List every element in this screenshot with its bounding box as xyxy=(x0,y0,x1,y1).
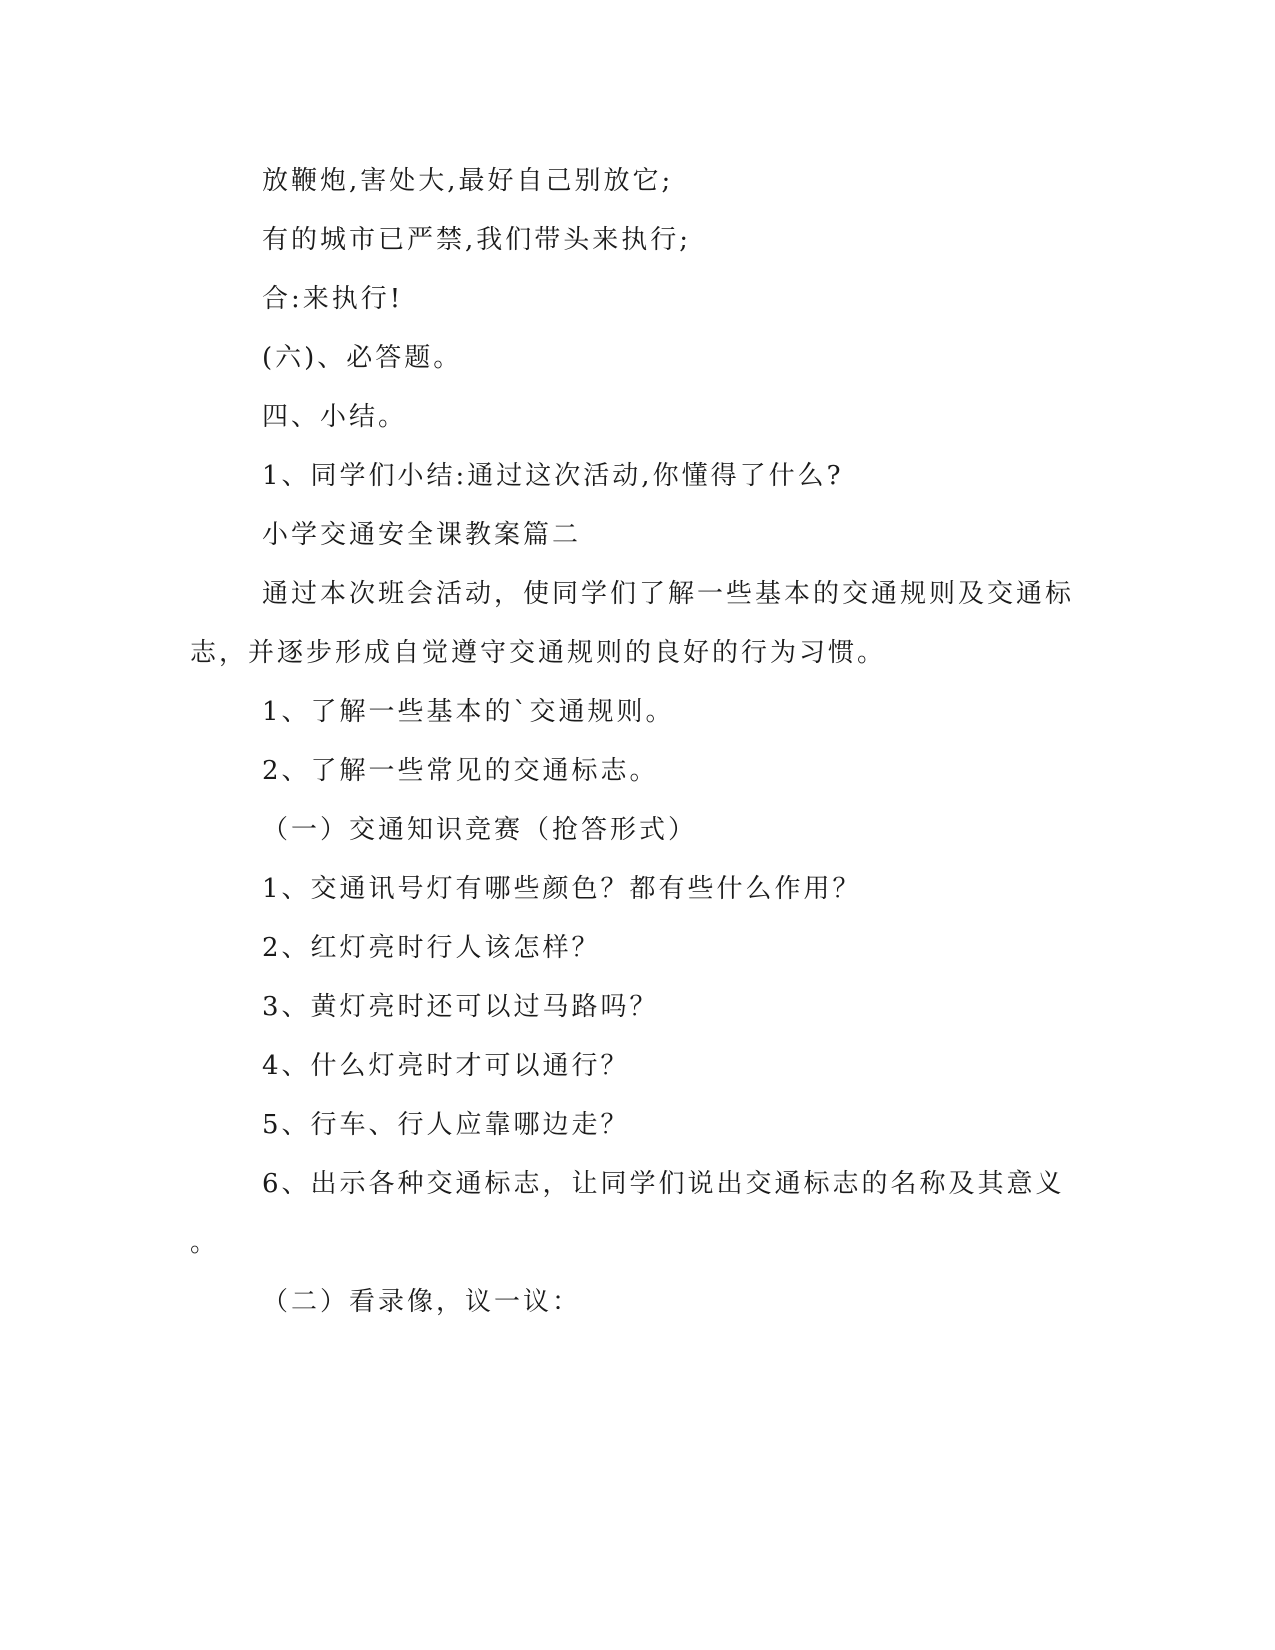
list-item: 2、了解一些常见的交通标志。 xyxy=(262,756,659,786)
list-item: 2、红灯亮时行人该怎样？ xyxy=(262,933,601,963)
section-heading: 四、小结。 xyxy=(262,402,408,432)
text-line: 有的城市已严禁,我们带头来执行; xyxy=(262,225,692,255)
paragraph-line: 志，并逐步形成自觉遵守交通规则的良好的行为习惯。 xyxy=(190,638,887,668)
list-item: 1、交通讯号灯有哪些颜色？都有些什么作用？ xyxy=(262,874,862,904)
text-line: 放鞭炮,害处大,最好自己别放它; xyxy=(262,166,674,196)
list-item: 3、黄灯亮时还可以过马路吗？ xyxy=(262,992,659,1022)
list-item: 5、行车、行人应靠哪边走？ xyxy=(262,1110,630,1140)
text-line: 合:来执行! xyxy=(262,284,404,314)
document-subtitle: 小学交通安全课教案篇二 xyxy=(262,520,582,550)
section-heading: (六)、必答题。 xyxy=(262,343,463,373)
section-heading: （二）看录像，议一议： xyxy=(262,1287,582,1317)
list-item: 4、什么灯亮时才可以通行？ xyxy=(262,1051,630,1081)
paragraph-line: 。 xyxy=(190,1228,220,1258)
list-item: 1、了解一些基本的`交通规则。 xyxy=(262,697,675,727)
text-line: 1、同学们小结:通过这次活动,你懂得了什么? xyxy=(262,461,844,491)
list-item: 6、出示各种交通标志，让同学们说出交通标志的名称及其意义 xyxy=(262,1169,1065,1199)
section-heading: （一）交通知识竞赛（抢答形式） xyxy=(262,815,698,845)
paragraph-line: 通过本次班会活动，使同学们了解一些基本的交通规则及交通标 xyxy=(262,579,1075,609)
